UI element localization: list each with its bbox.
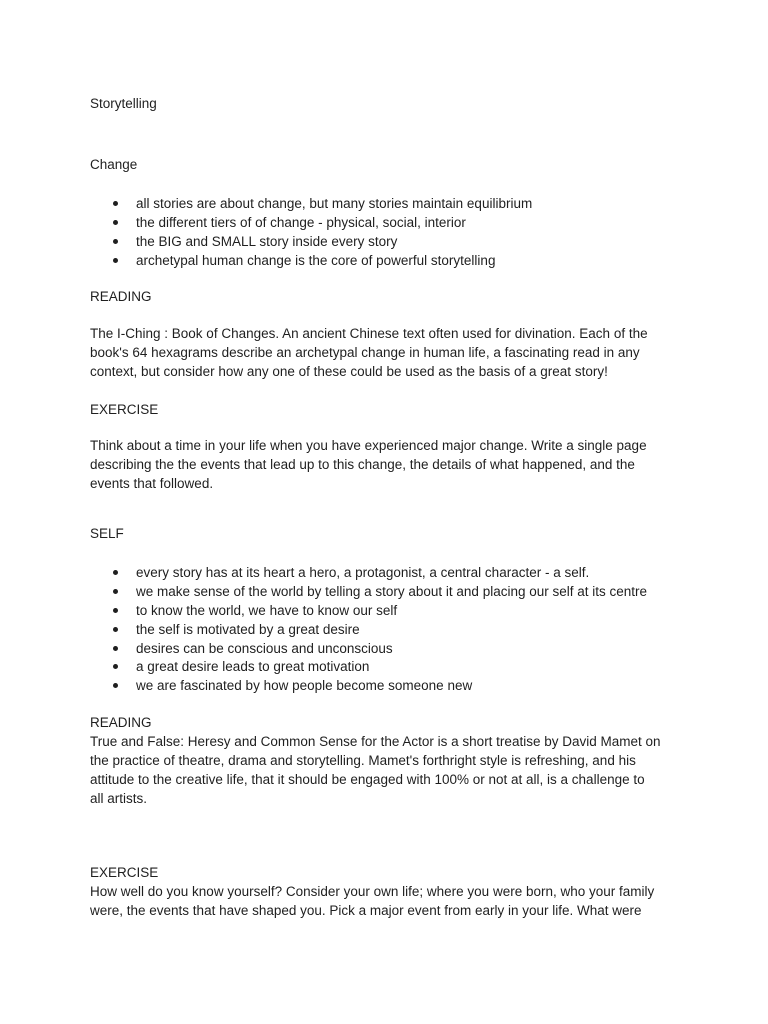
list-item: a great desire leads to great motivation bbox=[0, 657, 647, 676]
self-exercise-heading: EXERCISE bbox=[90, 865, 159, 880]
self-bullet-list bbox=[0, 563, 647, 695]
bullet-icon bbox=[113, 570, 118, 575]
change-reading-paragraph: The I-Ching : Book of Changes. An ancient Chinese text often used for divination. Each of the book's 64 hexagrams describe an archetypal change in human life, a fascinating read in any context, but consider how any one of these could be used as the basis of a great story! bbox=[90, 326, 648, 379]
bullet-icon bbox=[113, 646, 118, 651]
list-item: desires can be conscious and unconscious bbox=[0, 639, 647, 658]
bullet-icon bbox=[113, 608, 118, 613]
bullet-icon bbox=[113, 627, 118, 632]
bullet-icon bbox=[113, 239, 118, 244]
change-bullet-list bbox=[0, 194, 532, 270]
list-item: all stories are about change, but many stories maintain equilibrium bbox=[0, 194, 532, 213]
list-item: the BIG and SMALL story inside every story bbox=[0, 232, 532, 251]
list-item: every story has at its heart a hero, a protagonist, a central character - a self. bbox=[0, 563, 647, 582]
list-item: we are fascinated by how people become someone new bbox=[0, 676, 647, 695]
bullet-icon bbox=[113, 589, 118, 594]
document-title: Storytelling bbox=[90, 96, 157, 111]
section-heading-change: Change bbox=[90, 157, 138, 172]
list-item: the different tiers of of change - physical, social, interior bbox=[0, 213, 532, 232]
bullet-icon bbox=[113, 683, 118, 688]
bullet-icon bbox=[113, 258, 118, 263]
change-reading-heading: READING bbox=[90, 289, 152, 304]
change-exercise-heading: EXERCISE bbox=[90, 402, 159, 417]
list-item: the self is motivated by a great desire bbox=[0, 620, 647, 639]
section-heading-self: SELF bbox=[90, 526, 124, 541]
list-item: we make sense of the world by telling a story about it and placing our self at its centre bbox=[0, 582, 647, 601]
list-item: to know the world, we have to know our self bbox=[0, 601, 647, 620]
bullet-icon bbox=[113, 220, 118, 225]
bullet-icon bbox=[113, 201, 118, 206]
self-exercise-paragraph: How well do you know yourself? Consider your own life; where you were born, who your family were, the events that have shaped you. Pick a major event from early in your life. What were bbox=[90, 884, 655, 918]
self-reading-heading: READING bbox=[90, 715, 152, 730]
change-exercise-paragraph: Think about a time in your life when you have experienced major change. Write a single page describing the the events that lead up to this change, the details of what happened, and the events that followed. bbox=[90, 438, 647, 491]
bullet-icon bbox=[113, 664, 118, 669]
list-item: archetypal human change is the core of powerful storytelling bbox=[0, 251, 532, 270]
self-reading-paragraph: True and False: Heresy and Common Sense for the Actor is a short treatise by David Mamet on the practice of theatre, drama and storytelling. Mamet's forthright style is refreshing, and his attitude to the creative life, that it should be engaged with 100% or not at all, is a challenge to all artists. bbox=[90, 734, 661, 806]
